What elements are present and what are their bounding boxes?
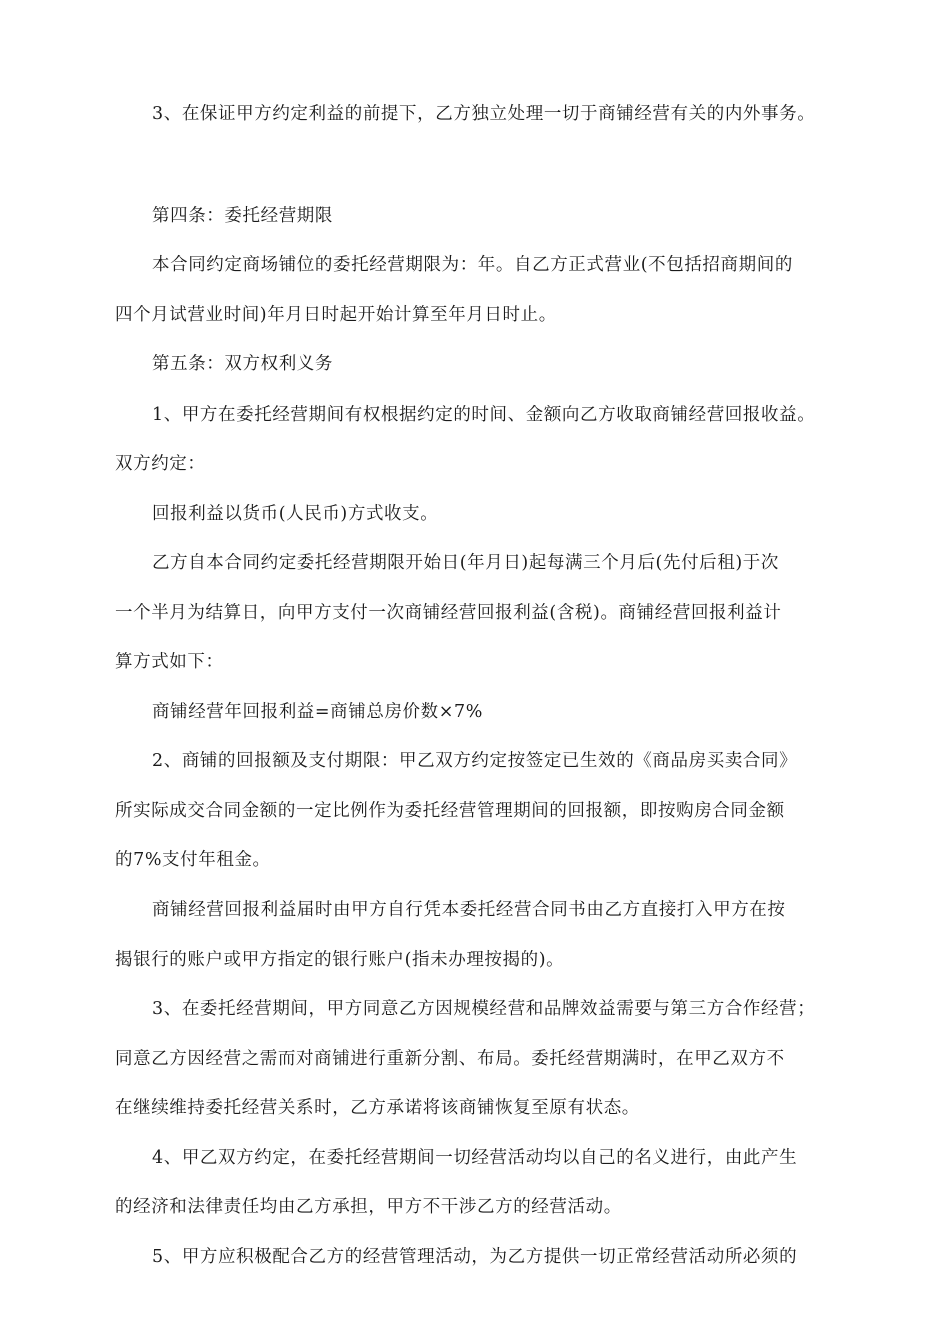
clause-1-line-1: 1、甲方在委托经营期间有权根据约定的时间、金额向乙方收取商铺经营回报收益。 [152, 405, 816, 425]
return-formula-text: 商铺经营年回报利益=商铺总房价数×7% [152, 702, 483, 722]
clause-3-security-text: 3、在保证甲方约定利益的前提下，乙方独立处理一切于商铺经营有关的内外事务。 [152, 104, 816, 124]
settlement-paragraph-line-1: 乙方自本合同约定委托经营期限开始日(年月日)起每满三个月后(先付后租)于次 [152, 553, 780, 573]
clause-2-line-3: 的7%支付年租金。 [115, 850, 271, 870]
payment-paragraph-line-2: 揭银行的账户或甲方指定的银行账户(指未办理按揭的)。 [115, 950, 565, 970]
return-currency-text: 回报利益以货币(人民币)方式收支。 [152, 504, 439, 524]
clause-2-line-1: 2、商铺的回报额及支付期限：甲乙双方约定按签定已生效的《商品房买卖合同》 [152, 751, 798, 771]
payment-paragraph-line-1: 商铺经营回报利益届时由甲方自行凭本委托经营合同书由乙方直接打入甲方在按 [152, 900, 786, 920]
clause-1-line-2: 双方约定： [115, 454, 206, 474]
clause-3-line-1: 3、在委托经营期间，甲方同意乙方因规模经营和品牌效益需要与第三方合作经营； [152, 999, 816, 1019]
clause-4-line-1: 4、甲乙双方约定，在委托经营期间一切经营活动均以自己的名义进行，由此产生 [152, 1148, 798, 1168]
term-paragraph-line-1: 本合同约定商场铺位的委托经营期限为：年。自乙方正式营业(不包括招商期间的 [152, 255, 793, 275]
clause-5-line-1: 5、甲方应积极配合乙方的经营管理活动，为乙方提供一切正常经营活动所必须的 [152, 1247, 798, 1267]
clause-3-line-3: 在继续维持委托经营关系时，乙方承诺将该商铺恢复至原有状态。 [115, 1098, 640, 1118]
article-4-heading: 第四条：委托经营期限 [152, 206, 333, 226]
clause-3-line-2: 同意乙方因经营之需而对商铺进行重新分割、布局。委托经营期满时，在甲乙双方不 [115, 1049, 785, 1069]
settlement-paragraph-line-2: 一个半月为结算日，向甲方支付一次商铺经营回报利益(含税)。商铺经营回报利益计 [115, 603, 782, 623]
settlement-paragraph-line-3: 算方式如下： [115, 652, 224, 672]
clause-4-line-2: 的经济和法律责任均由乙方承担，甲方不干涉乙方的经营活动。 [115, 1197, 622, 1217]
term-paragraph-line-2: 四个月试营业时间)年月日时起开始计算至年月日时止。 [115, 305, 557, 325]
clause-2-line-2: 所实际成交合同金额的一定比例作为委托经营管理期间的回报额，即按购房合同金额 [115, 801, 785, 821]
article-5-heading: 第五条：双方权利义务 [152, 354, 333, 374]
